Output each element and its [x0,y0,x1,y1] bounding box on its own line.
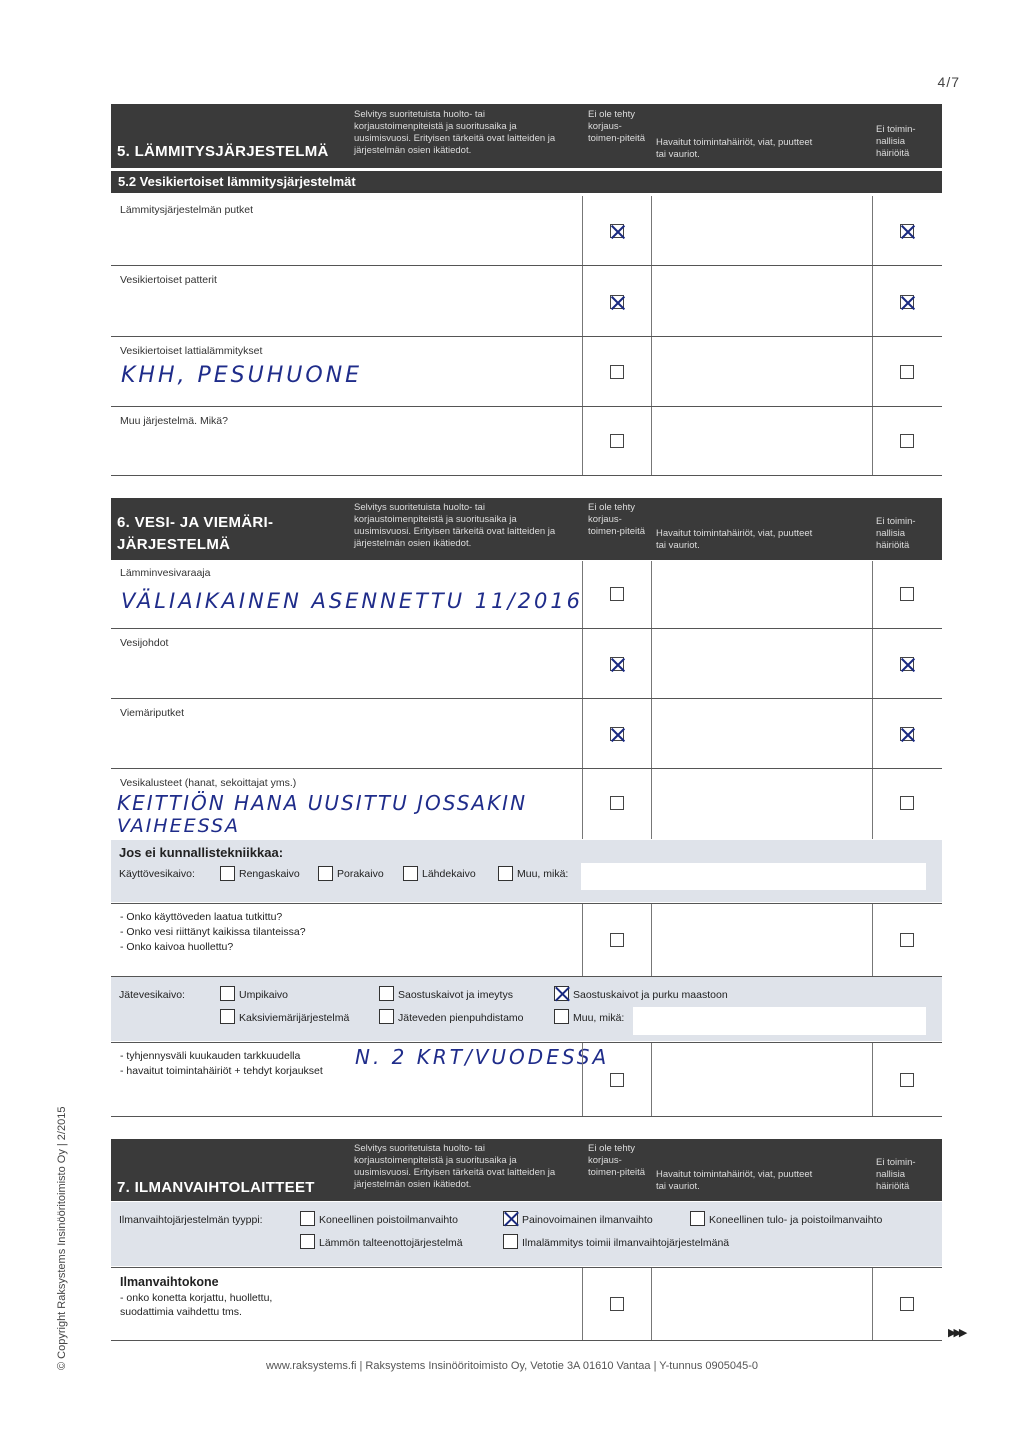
question-3: - Onko kaivoa huollettu? [120,941,234,953]
painovoimainen-checkbox[interactable] [503,1211,518,1226]
divider [582,699,583,768]
divider [582,266,583,336]
divider [872,266,873,336]
section7-header [111,1139,942,1201]
lahdekaivo-label: Lähdekaivo [422,868,476,880]
divider [872,699,873,768]
question-1: - Onko käyttöveden laatua tutkittu? [120,911,283,923]
page-number: 4/7 [937,74,960,90]
porakaivo-label: Porakaivo [337,868,384,880]
muu-label: Muu, mikä: [517,868,569,880]
divider [872,1043,873,1116]
no-repair-checkbox[interactable] [610,796,624,810]
no-faults-checkbox[interactable] [900,933,914,947]
col-header-survey: Selvitys suoritetuista huolto- tai korjaustoimenpiteistä ja suoritusaika ja uusimisvuosi. Erityisen tärkeitä ovat laitteiden ja järjestelmän osien ikätiedot. [354,502,556,549]
machine-desc-line1: - onko konetta korjattu, huollettu, [120,1292,273,1304]
table-row [111,266,942,337]
jatevesi-label: Jätevesikaivo: [119,989,185,1001]
divider [651,1043,652,1116]
saostus-purku-checkbox[interactable] [554,986,569,1001]
saostus-purku-label: Saostuskaivot ja purku maastoon [573,989,728,1001]
jatevesi-muu-text-field[interactable] [633,1007,926,1035]
divider [582,629,583,698]
no-repair-checkbox[interactable] [610,224,624,238]
no-repair-checkbox[interactable] [610,365,624,379]
jatevesi-muu-checkbox[interactable] [554,1009,569,1024]
row-label: Lämminvesivaraaja [120,567,211,579]
divider [872,561,873,628]
divider [582,904,583,976]
koneellinen-tulo-poisto-label: Koneellinen tulo- ja poistoilmanvaihto [709,1214,883,1226]
painovoimainen-label: Painovoimainen ilmanvaihto [522,1214,653,1226]
machine-title: Ilmanvaihtokone [120,1275,219,1289]
section5-title: 5. LÄMMITYSJÄRJESTELMÄ [117,143,329,160]
no-repair-checkbox[interactable] [610,657,624,671]
handwritten-note: KEITTIÖN HANA UUSITTU JOSSAKIN [117,791,528,815]
no-faults-checkbox[interactable] [900,434,914,448]
no-faults-checkbox[interactable] [900,796,914,810]
divider [651,769,652,839]
koneellinen-poisto-checkbox[interactable] [300,1211,315,1226]
ventilation-type-block [111,1202,942,1266]
kaksiviemari-label: Kaksiviemärijärjestelmä [239,1012,350,1024]
municipal-block [111,840,942,902]
divider [651,699,652,768]
saostus-imeytys-checkbox[interactable] [379,986,394,1001]
no-repair-checkbox[interactable] [610,295,624,309]
row-label: Vesikalusteet (hanat, sekoittajat yms.) [120,777,297,789]
col-header-no-faults: Ei toimin-nallisia häiriöitä [876,124,916,159]
divider [582,1268,583,1340]
no-faults-checkbox[interactable] [900,1297,914,1311]
col-header-no-repair: Ei ole tehty korjaus-toimen-piteitä [588,109,646,144]
kaksiviemari-checkbox[interactable] [220,1009,235,1024]
no-repair-checkbox[interactable] [610,1297,624,1311]
section7-title: 7. ILMANVAIHTOLAITTEET [117,1179,315,1196]
continue-arrows-icon: ▶▶▶ [948,1327,965,1339]
emptying-line1: - tyhjennysväli kuukauden tarkkuudella [120,1050,301,1062]
divider [651,561,652,628]
ilmalammitys-label: Ilmalämmitys toimii ilmanvaihtojärjestelmänä [522,1237,730,1249]
divider [872,407,873,475]
koneellinen-poisto-label: Koneellinen poistoilmanvaihto [319,1214,458,1226]
no-faults-checkbox[interactable] [900,224,914,238]
col-header-survey: Selvitys suoritetuista huolto- tai korjaustoimenpiteistä ja suoritusaika ja uusimisvuosi. Erityisen tärkeitä ovat laitteiden ja järjestelmän osien ikätiedot. [354,109,556,156]
divider [582,769,583,839]
table-row [111,561,942,629]
row-label: Vesikiertoiset lattialämmitykset [120,345,263,357]
copyright-text: © Copyright Raksystems Insinööritoimisto Oy | 2/2015 [56,1106,68,1370]
no-repair-checkbox[interactable] [610,727,624,741]
divider [872,769,873,839]
jatevesi-muu-label: Muu, mikä: [573,1012,625,1024]
col-header-survey: Selvitys suoritetuista huolto- tai korjaustoimenpiteistä ja suoritusaika ja uusimisvuosi. Erityisen tärkeitä ovat laitteiden ja järjestelmän osien ikätiedot. [354,1143,556,1190]
porakaivo-checkbox[interactable] [318,866,333,881]
col-header-observed: Havaitut toimintahäiriöt, viat, puutteet tai vauriot. [656,528,813,551]
handwritten-note-line2: VAIHEESSA [117,815,241,837]
no-faults-checkbox[interactable] [900,295,914,309]
col-header-observed: Havaitut toimintahäiriöt, viat, puutteet tai vauriot. [656,1169,813,1192]
muu-checkbox[interactable] [498,866,513,881]
umpikaivo-checkbox[interactable] [220,986,235,1001]
divider [582,1043,583,1116]
koneellinen-tulo-poisto-checkbox[interactable] [690,1211,705,1226]
no-faults-checkbox[interactable] [900,657,914,671]
section6-title-line1: 6. VESI- JA VIEMÄRI- [117,514,274,531]
rengaskaivo-checkbox[interactable] [220,866,235,881]
col-header-observed: Havaitut toimintahäiriöt, viat, puutteet tai vauriot. [656,137,813,160]
pienpuhdistamo-checkbox[interactable] [379,1009,394,1024]
row-label: Muu järjestelmä. Mikä? [120,415,228,427]
table-row [111,629,942,699]
col-header-no-repair: Ei ole tehty korjaus-toimen-piteitä [588,1143,646,1178]
muu-text-field[interactable] [581,863,926,890]
divider [582,561,583,628]
lammon-talteenotto-label: Lämmön talteenottojärjestelmä [319,1237,463,1249]
table-row [111,1042,942,1117]
divider [872,337,873,406]
section5-subtitle-bar [111,171,942,193]
divider [872,904,873,976]
rengaskaivo-label: Rengaskaivo [239,868,300,880]
divider [651,196,652,265]
no-repair-checkbox[interactable] [610,933,624,947]
no-repair-checkbox[interactable] [610,434,624,448]
divider [651,629,652,698]
jatevesi-block [111,977,942,1041]
pienpuhdistamo-label: Jäteveden pienpuhdistamo [398,1012,524,1024]
table-row [111,196,942,266]
section6-header [111,498,942,560]
divider [651,1268,652,1340]
section5-header [111,104,942,168]
col-header-no-faults: Ei toimin-nallisia häiriöitä [876,1157,916,1192]
handwritten-note: VÄLIAIKAINEN ASENNETTU 11/2016 [121,589,584,613]
table-row [111,699,942,769]
no-faults-checkbox[interactable] [900,587,914,601]
divider [582,337,583,406]
divider [582,407,583,475]
divider [651,904,652,976]
col-header-no-repair: Ei ole tehty korjaus-toimen-piteitä [588,502,646,537]
kayttovesikaivo-label: Käyttövesikaivo: [119,868,195,880]
no-faults-checkbox[interactable] [900,727,914,741]
section6-title-line2: JÄRJESTELMÄ [117,536,231,553]
table-row [111,1267,942,1341]
divider [872,196,873,265]
divider [651,266,652,336]
no-repair-checkbox[interactable] [610,1073,624,1087]
footer-text: www.raksystems.fi | Raksystems Insinööritoimisto Oy, Vetotie 3A 01610 Vantaa | Y-tunnus 0905045-0 [265,1360,758,1372]
question-2: - Onko vesi riittänyt kaikissa tilanteissa? [120,926,306,938]
no-repair-checkbox[interactable] [610,587,624,601]
no-faults-checkbox[interactable] [900,1073,914,1087]
row-label: Vesijohdot [120,637,169,649]
ventilation-type-label: Ilmanvaihtojärjestelmän tyyppi: [119,1214,263,1226]
handwritten-note: KHH, PESUHUONE [121,363,363,388]
row-label: Lämmitysjärjestelmän putket [120,204,254,216]
emptying-line2: - havaitut toimintahäiriöt + tehdyt korjaukset [120,1065,323,1077]
municipal-heading: Jos ei kunnallistekniikkaa: [119,845,284,860]
saostus-imeytys-label: Saostuskaivot ja imeytys [398,989,513,1001]
lammon-talteenotto-checkbox[interactable] [300,1234,315,1249]
divider [872,629,873,698]
divider [651,407,652,475]
row-label: Viemäriputket [120,707,185,719]
lahdekaivo-checkbox[interactable] [403,866,418,881]
table-row [111,337,942,407]
divider [872,1268,873,1340]
ilmalammitys-checkbox[interactable] [503,1234,518,1249]
row-label: Vesikiertoiset patterit [120,274,217,286]
table-row [111,769,942,839]
divider [582,196,583,265]
machine-desc-line2: suodattimia vaihdettu tms. [120,1306,242,1318]
section5-subtitle: 5.2 Vesikiertoiset lämmitysjärjestelmät [118,174,356,189]
table-row [111,407,942,476]
divider [651,337,652,406]
col-header-no-faults: Ei toimin-nallisia häiriöitä [876,516,916,551]
table-row [111,903,942,977]
no-faults-checkbox[interactable] [900,365,914,379]
umpikaivo-label: Umpikaivo [239,989,289,1001]
handwritten-note: N. 2 KRT/VUODESSA [355,1045,610,1069]
